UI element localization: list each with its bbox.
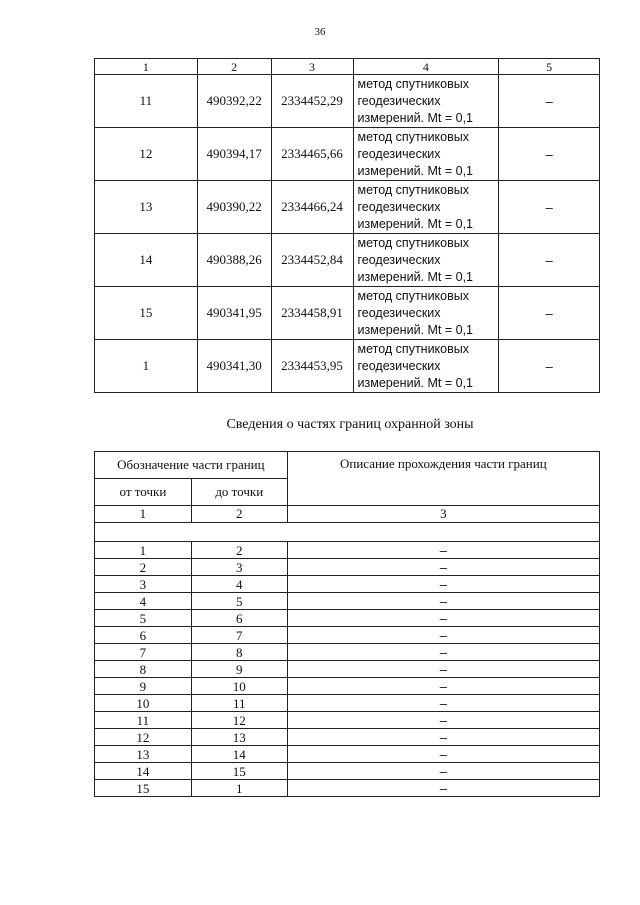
- table-row: [95, 610, 600, 627]
- part-description: –: [287, 695, 599, 712]
- from-point: 14: [95, 763, 192, 780]
- table-row: [95, 234, 600, 287]
- column-number: 1: [95, 59, 198, 75]
- to-point: 2: [191, 542, 287, 559]
- part-description: –: [287, 712, 599, 729]
- point-number: 15: [95, 287, 198, 340]
- part-description: –: [287, 576, 599, 593]
- table-row: [95, 181, 600, 234]
- from-point: 15: [95, 780, 192, 797]
- to-point: 6: [191, 610, 287, 627]
- to-point: 8: [191, 644, 287, 661]
- table-row: [95, 746, 600, 763]
- method-line: метод спутниковых: [357, 182, 469, 197]
- part-description: –: [287, 780, 599, 797]
- to-point: 10: [191, 678, 287, 695]
- method-line: измерений. Mt = 0,1: [357, 375, 474, 390]
- from-point: 11: [95, 712, 192, 729]
- page-number: 36: [314, 26, 326, 38]
- table-row: [95, 644, 600, 661]
- table-row: [95, 559, 600, 576]
- column-number: 2: [197, 59, 271, 75]
- table-row: [95, 763, 600, 780]
- from-point: 5: [95, 610, 192, 627]
- method-line: метод спутниковых: [357, 76, 469, 91]
- note-cell: –: [499, 234, 600, 287]
- table-row: [95, 576, 600, 593]
- to-point: 7: [191, 627, 287, 644]
- table-row: [95, 128, 600, 181]
- part-description: –: [287, 559, 599, 576]
- from-point: 13: [95, 746, 192, 763]
- coordinate-x: 490390,22: [197, 181, 271, 234]
- method-line: метод спутниковых: [357, 288, 469, 303]
- method-line: измерений. Mt = 0,1: [357, 163, 474, 178]
- coordinates-table: [94, 58, 600, 393]
- method-cell: [353, 234, 499, 287]
- table-row: [95, 593, 600, 610]
- part-description: –: [287, 729, 599, 746]
- table-row: [95, 780, 600, 797]
- header-to-point: до точки: [191, 479, 287, 506]
- method-line: геодезических: [357, 93, 441, 108]
- part-description: –: [287, 627, 599, 644]
- part-description: –: [287, 542, 599, 559]
- to-point: 5: [191, 593, 287, 610]
- table-row: [95, 627, 600, 644]
- header-from-point: от точки: [95, 479, 192, 506]
- part-description: –: [287, 763, 599, 780]
- part-description: –: [287, 610, 599, 627]
- to-point: 13: [191, 729, 287, 746]
- method-line: геодезических: [357, 252, 441, 267]
- part-description: –: [287, 644, 599, 661]
- part-description: –: [287, 678, 599, 695]
- part-description: –: [287, 746, 599, 763]
- empty-cell: [95, 523, 600, 542]
- method-line: геодезических: [357, 199, 441, 214]
- from-point: 4: [95, 593, 192, 610]
- to-point: 9: [191, 661, 287, 678]
- method-line: геодезических: [357, 305, 441, 320]
- coordinate-y: 2334452,84: [271, 234, 353, 287]
- part-description: –: [287, 593, 599, 610]
- coordinate-y: 2334453,95: [271, 340, 353, 393]
- section-title: Сведения о частях границ охранной зоны: [226, 417, 474, 432]
- from-point: 7: [95, 644, 192, 661]
- coordinate-x: 490341,95: [197, 287, 271, 340]
- header-part-designation: Обозначение части границ: [95, 452, 288, 479]
- point-number: 1: [95, 340, 198, 393]
- table-row: [95, 712, 600, 729]
- from-point: 10: [95, 695, 192, 712]
- part-description: –: [287, 661, 599, 678]
- empty-row: [95, 523, 600, 542]
- column-number: 1: [95, 506, 192, 523]
- from-point: 1: [95, 542, 192, 559]
- to-point: 15: [191, 763, 287, 780]
- coordinates-table-header: [95, 59, 600, 75]
- method-line: измерений. Mt = 0,1: [357, 216, 474, 231]
- method-cell: [353, 340, 499, 393]
- method-line: измерений. Mt = 0,1: [357, 269, 474, 284]
- column-number: 4: [353, 59, 499, 75]
- to-point: 3: [191, 559, 287, 576]
- method-line: геодезических: [357, 358, 441, 373]
- coordinate-y: 2334452,29: [271, 75, 353, 128]
- point-number: 14: [95, 234, 198, 287]
- boundary-parts-table: [94, 451, 600, 797]
- note-cell: –: [499, 340, 600, 393]
- from-point: 2: [95, 559, 192, 576]
- column-number: 3: [271, 59, 353, 75]
- from-point: 8: [95, 661, 192, 678]
- coordinate-y: 2334465,66: [271, 128, 353, 181]
- coordinate-x: 490394,17: [197, 128, 271, 181]
- method-cell: [353, 287, 499, 340]
- method-line: измерений. Mt = 0,1: [357, 322, 474, 337]
- coordinate-x: 490388,26: [197, 234, 271, 287]
- column-number: 5: [499, 59, 600, 75]
- table-row: [95, 729, 600, 746]
- to-point: 14: [191, 746, 287, 763]
- from-point: 3: [95, 576, 192, 593]
- from-point: 9: [95, 678, 192, 695]
- to-point: 11: [191, 695, 287, 712]
- point-number: 12: [95, 128, 198, 181]
- to-point: 4: [191, 576, 287, 593]
- to-point: 1: [191, 780, 287, 797]
- column-number: 2: [191, 506, 287, 523]
- method-line: измерений. Mt = 0,1: [357, 110, 474, 125]
- method-line: геодезических: [357, 146, 441, 161]
- method-line: метод спутниковых: [357, 341, 469, 356]
- to-point: 12: [191, 712, 287, 729]
- from-point: 6: [95, 627, 192, 644]
- note-cell: –: [499, 128, 600, 181]
- table-row: [95, 340, 600, 393]
- method-cell: [353, 181, 499, 234]
- method-cell: [353, 128, 499, 181]
- coordinate-x: 490341,30: [197, 340, 271, 393]
- point-number: 11: [95, 75, 198, 128]
- note-cell: –: [499, 181, 600, 234]
- column-number: 3: [287, 506, 599, 523]
- method-line: метод спутниковых: [357, 235, 469, 250]
- point-number: 13: [95, 181, 198, 234]
- table-row: [95, 661, 600, 678]
- table-row: [95, 75, 600, 128]
- note-cell: –: [499, 287, 600, 340]
- method-cell: [353, 75, 499, 128]
- coordinate-y: 2334466,24: [271, 181, 353, 234]
- coordinate-y: 2334458,91: [271, 287, 353, 340]
- note-cell: –: [499, 75, 600, 128]
- coordinate-x: 490392,22: [197, 75, 271, 128]
- method-line: метод спутниковых: [357, 129, 469, 144]
- from-point: 12: [95, 729, 192, 746]
- table-row: [95, 287, 600, 340]
- header-part-description: Описание прохождения части границ: [287, 452, 599, 506]
- table-row: [95, 542, 600, 559]
- table-row: [95, 695, 600, 712]
- table-row: [95, 678, 600, 695]
